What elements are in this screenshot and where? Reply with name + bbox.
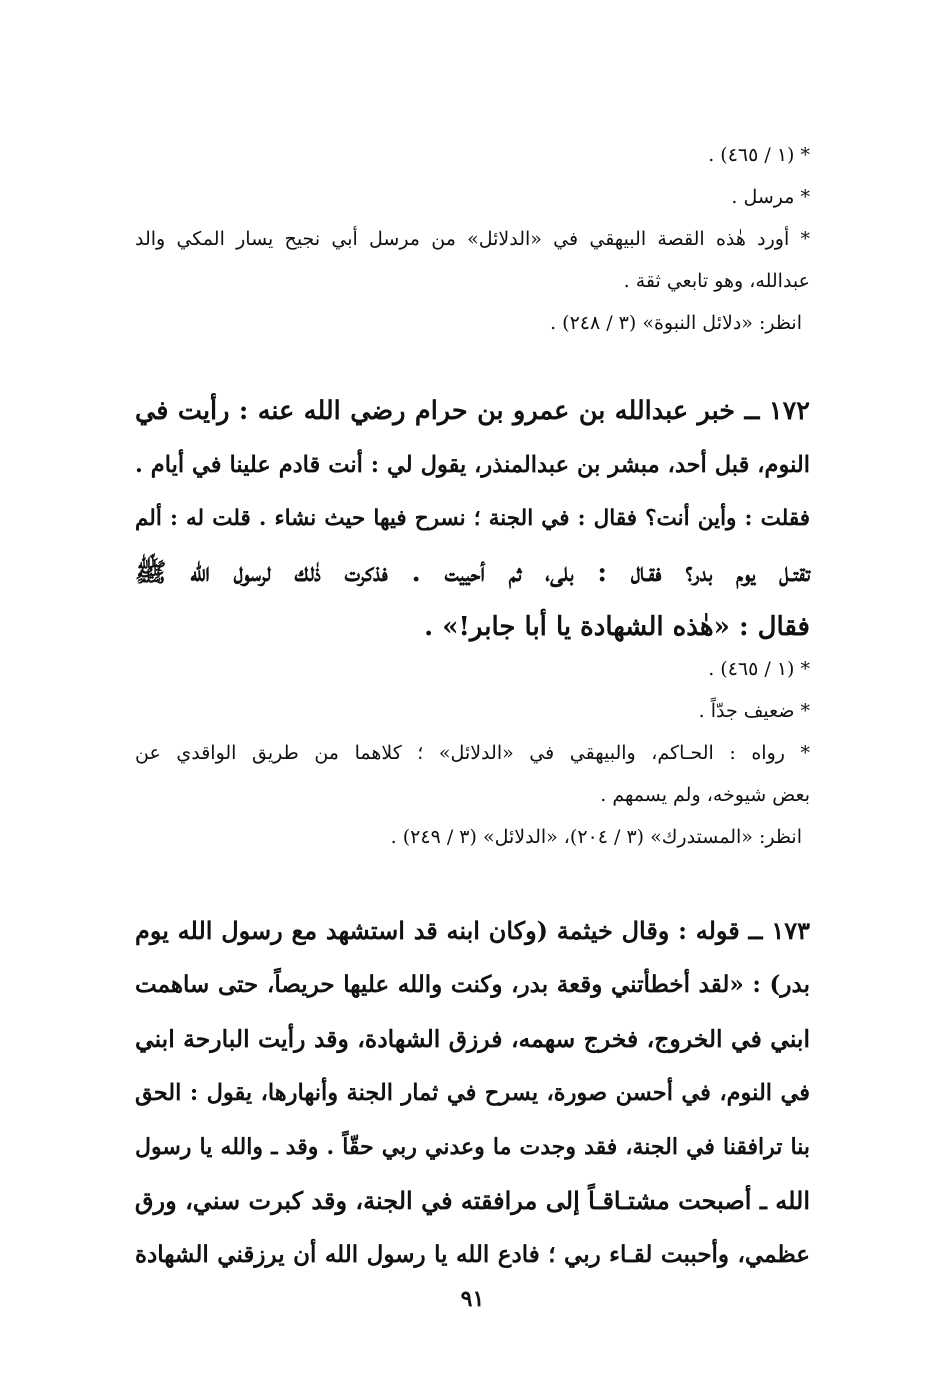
source-reference: * (١ / ٤٦٥) .	[708, 144, 810, 166]
footnotes-171	[135, 134, 810, 344]
source-reference: * (١ / ٤٦٥) .	[708, 658, 810, 680]
footnotes-172	[135, 648, 810, 858]
entry-line: بدر) : «لقد أخطأتني وقعة بدر، وكنت والله عليها حريصاً، حتى ساهمت	[135, 971, 810, 998]
entry-line: بنا ترافقنا في الجنة، فقد وجدت ما وعدني ربي حقّاً . وقد ـ والله يا رسول	[135, 1134, 810, 1160]
entry-line: الله ـ أصبحت مشتـاقـاً إلى مرافقته في الجنة، وقد كبرت سني، ورق	[134, 1186, 810, 1215]
comment-line: بعض شيوخه، ولم يسمهم .	[600, 784, 810, 806]
entry-line: تقتـل يوم بدر؟ فقـال : بلى، ثم أحييت . فذكرت ذٰلك لرسول الله ﷺ	[135, 558, 810, 588]
entry-line: ١٧٢ ــ خبر عبدالله بن عمرو بن حرام رضي الله عنه : رأيت في	[135, 396, 810, 426]
entry-line: ١٧٣ ــ قوله : وقال خيثمة (وكان ابنه قد استشهد مع رسول الله يوم	[135, 916, 810, 945]
page-number: ٩١	[460, 1286, 485, 1312]
entry-line: فقال : «هٰذه الشهادة يا أبا جابر!» .	[424, 612, 810, 642]
entry-line: عظمي، وأحببت لقـاء ربي ؛ فادع الله يا رسول الله أن يرزقني الشهادة	[135, 1241, 810, 1268]
see-also-reference: انظر: «دلائل النبوة» (٣ / ٢٤٨) .	[550, 312, 802, 334]
hadith-grade: * ضعيف جدّاً .	[698, 700, 810, 722]
comment-line: * رواه : الحـاكم، والبيهقي في «الدلائل» ؛ كلاهما من طريق الواقدي عن	[135, 742, 810, 764]
entry-line: النوم، قبل أحد، مبشر بن عبدالمنذر، يقول لي : أنت قادم علينا في أيام .	[135, 452, 810, 478]
see-also-reference: انظر: «المستدرك» (٣ / ٢٠٤)، «الدلائل» (٣ / ٢٤٩) .	[390, 826, 802, 848]
entry-line: في النوم، في أحسن صورة، يسرح في ثمار الجنة وأنهارها، يقول : الحق	[135, 1080, 810, 1106]
comment-line: عبدالله، وهو تابعي ثقة .	[623, 270, 810, 292]
hadith-grade: * مرسل .	[731, 186, 810, 208]
entry-line: ابني في الخروج، فخرج سهمه، فرزق الشهادة، وقد رأيت البارحة ابني	[135, 1025, 810, 1053]
entry-173	[135, 904, 810, 1282]
comment-line: * أورد هٰذه القصة البيهقي في «الدلائل» من مرسل أبي نجيح يسار المكي والد	[135, 228, 810, 250]
entry-172	[135, 384, 810, 654]
entry-line: فقلت : وأين أنت؟ فقال : في الجنة ؛ نسرح فيها حيث نشاء . قلت له : ألم	[135, 506, 810, 531]
